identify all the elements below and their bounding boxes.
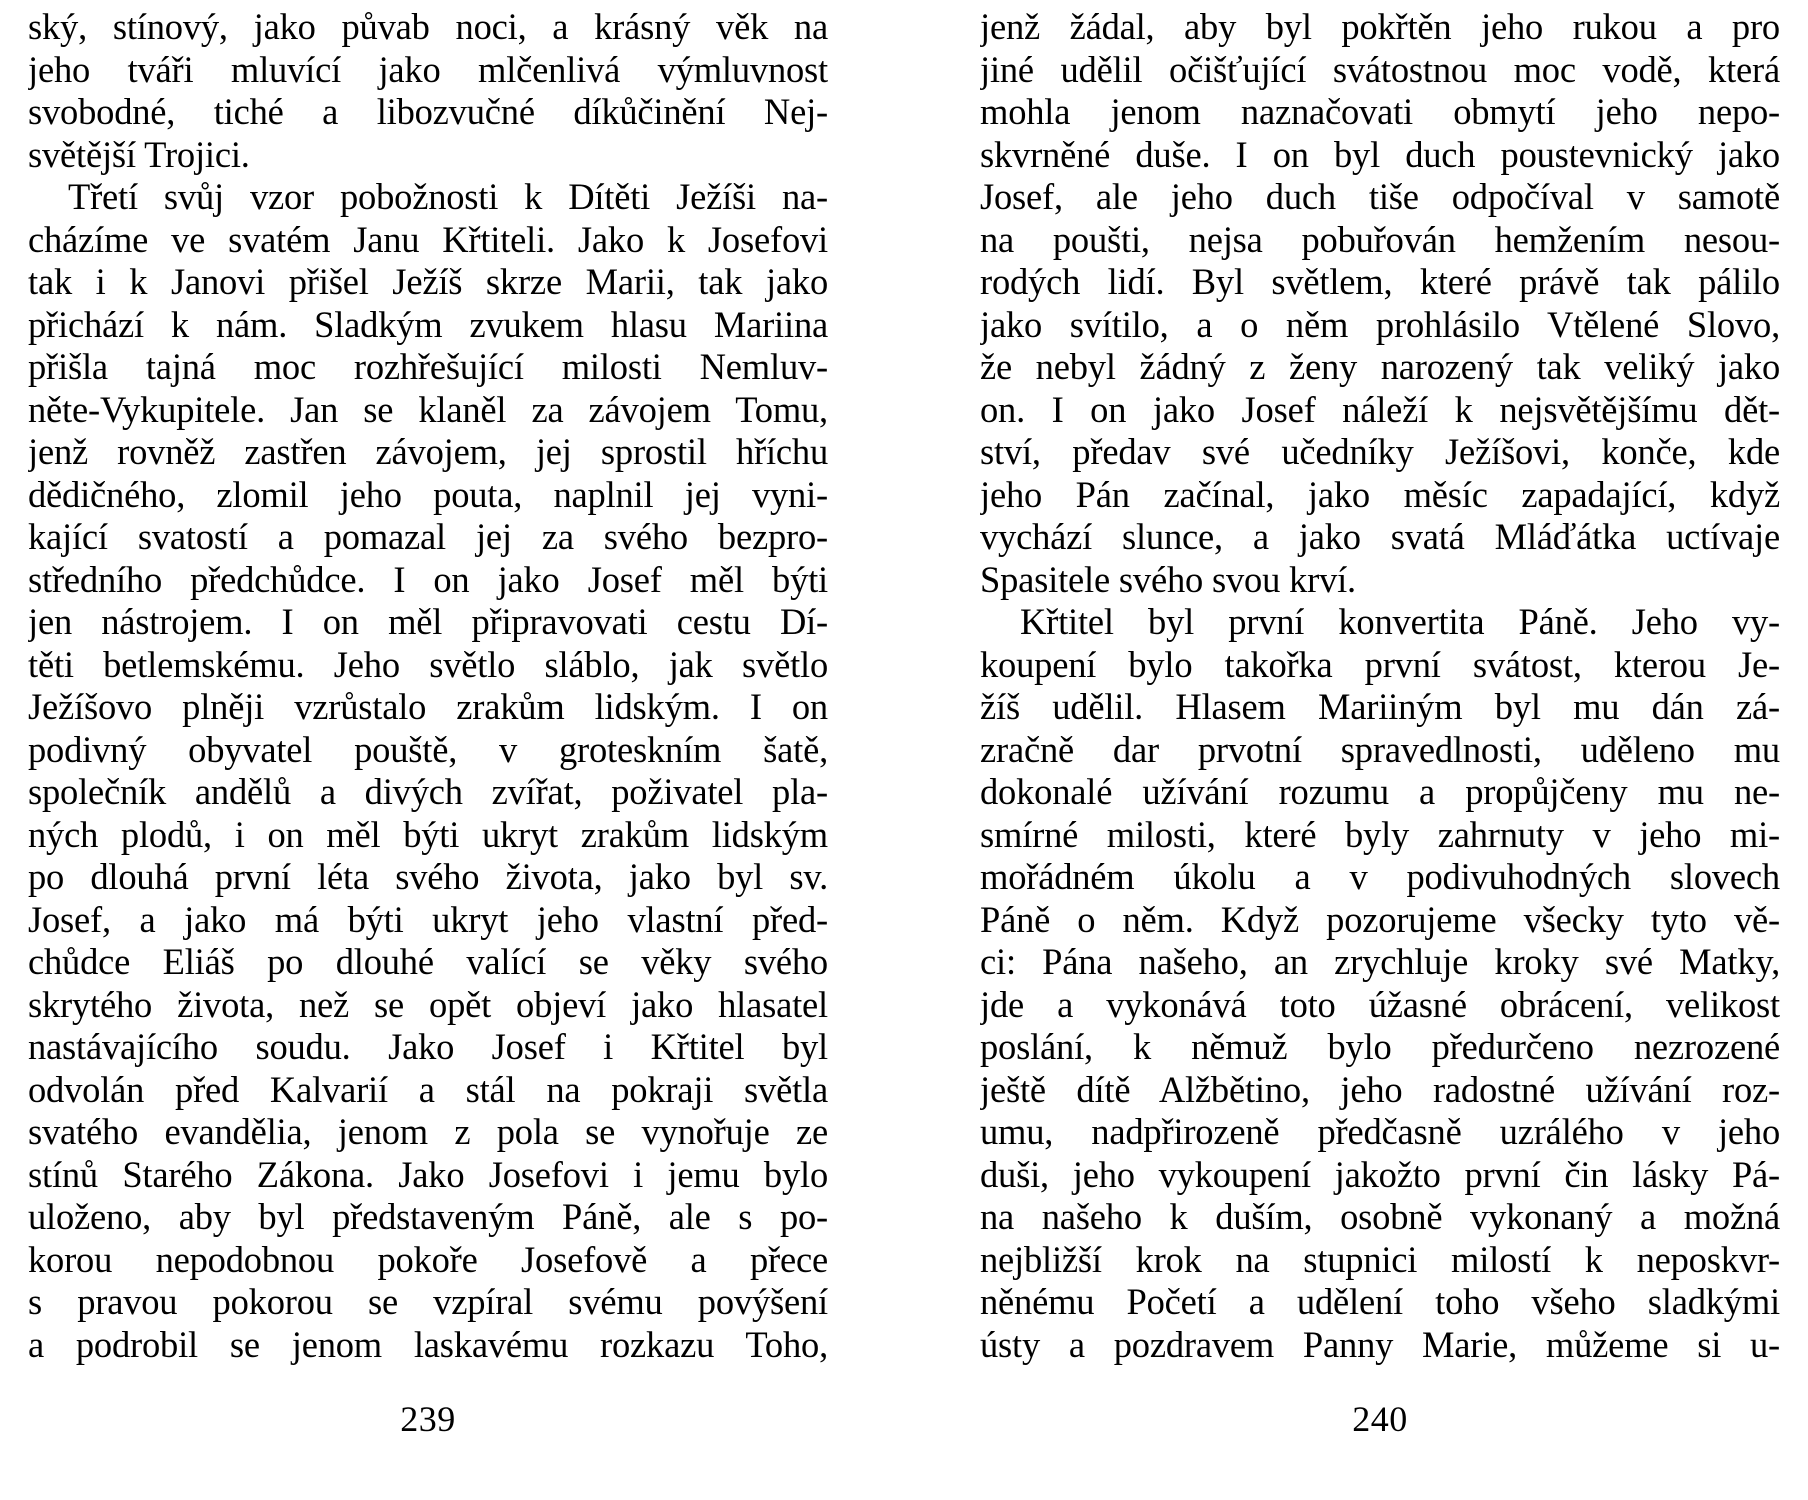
- text-line: stínů Starého Zákona. Jako Josefovi i jemu bylo: [28, 1153, 828, 1195]
- text-line: smírné milosti, které byly zahrnuty v jeho mi-: [980, 813, 1780, 855]
- text-line: skrytého života, než se opět objeví jako hlasatel: [28, 983, 828, 1025]
- text-line: středního předchůdce. I on jako Josef měl býti: [28, 558, 828, 600]
- text-line: na našeho k duším, osobně vykonaný a možná: [980, 1196, 1780, 1237]
- text-line: těti betlemskému. Jeho světlo sláblo, jak světlo: [28, 643, 828, 685]
- text-line: jenž žádal, aby byl pokřtěn jeho rukou a pro: [980, 6, 1780, 47]
- text-line: cházíme ve svatém Janu Křtiteli. Jako k Josefovi: [28, 218, 828, 260]
- text-line: něte-Vykupitele. Jan se klaněl za závojem Tomu,: [28, 388, 828, 430]
- text-line: uloženo, aby byl představeným Páně, ale s po-: [28, 1196, 828, 1237]
- left-page-text: [28, 6, 828, 1366]
- text-line: a podrobil se jenom laskavému rozkazu Toho,: [28, 1323, 828, 1365]
- text-line: kající svatostí a pomazal jej za svého bezpro-: [28, 516, 828, 557]
- text-line: dědičného, zlomil jeho pouta, naplnil jej vyni-: [28, 473, 828, 515]
- text-line: mořádném úkolu a v podivuhodných slovech: [980, 856, 1780, 897]
- text-line: Josef, ale jeho duch tiše odpočíval v samotě: [980, 176, 1780, 217]
- text-line: Josef, a jako má býti ukryt jeho vlastní před-: [28, 898, 828, 940]
- text-line: ský, stínový, jako půvab noci, a krásný věk na: [28, 6, 828, 47]
- text-line: jako svítilo, a o něm prohlásilo Vtělené Slovo,: [980, 303, 1780, 345]
- text-line: jen nástrojem. I on měl připravovati cestu Dí-: [28, 601, 828, 642]
- text-line: jeho tváři mluvící jako mlčenlivá výmluvnost: [28, 48, 828, 90]
- text-line: rodých lidí. Byl světlem, které právě tak pálilo: [980, 261, 1780, 302]
- text-line: dokonalé užívání rozumu a propůjčeny mu ne-: [980, 771, 1780, 812]
- left-page: [28, 6, 828, 1486]
- text-line: ještě dítě Alžbětino, jeho radostné užívání roz-: [980, 1068, 1780, 1110]
- text-line: odvolán před Kalvarií a stál na pokraji světla: [28, 1068, 828, 1110]
- text-line: s pravou pokorou se vzpíral svému povýšení: [28, 1281, 828, 1322]
- text-line: nejbližší krok na stupnici milostí k neposkvr-: [980, 1238, 1780, 1280]
- text-line: chůdce Eliáš po dlouhé valící se věky svého: [28, 941, 828, 982]
- text-line: ci: Pána našeho, an zrychluje kroky své Matky,: [980, 941, 1780, 982]
- text-line: něnému Početí a udělení toho všeho sladkými: [980, 1281, 1780, 1322]
- text-line: přichází k nám. Sladkým zvukem hlasu Mariina: [28, 303, 828, 345]
- text-line: vychází slunce, a jako svatá Mláďátka uctívaje: [980, 516, 1780, 557]
- text-line: ství, předav své učedníky Ježíšovi, konče, kde: [980, 431, 1780, 472]
- text-line: podivný obyvatel pouště, v groteskním šatě,: [28, 728, 828, 770]
- right-page: [980, 6, 1780, 1486]
- right-page-number: 240: [1352, 1399, 1408, 1439]
- text-line: Třetí svůj vzor pobožnosti k Dítěti Ježíši na-: [68, 176, 828, 217]
- text-line: žíš udělil. Hlasem Mariiným byl mu dán zá-: [980, 686, 1780, 727]
- text-line: svobodné, tiché a libozvučné díkůčinění Nej-: [28, 91, 828, 132]
- text-line: Spasitele svého svou krví.: [980, 558, 1356, 600]
- text-line: jenž rovněž zastřen závojem, jej sprostil hříchu: [28, 431, 828, 472]
- text-line: skvrněné duše. I on byl duch poustevnický jako: [980, 133, 1780, 175]
- text-line: koupení bylo takořka první svátost, kterou Je-: [980, 643, 1780, 685]
- text-line: ných plodů, i on měl býti ukryt zrakům lidským: [28, 813, 828, 855]
- text-line: svatého evandělia, jenom z pola se vynořuje ze: [28, 1111, 828, 1152]
- text-line: on. I on jako Josef náleží k nejsvětějšímu dět-: [980, 388, 1780, 430]
- text-line: mohla jenom naznačovati obmytí jeho nepo-: [980, 91, 1780, 132]
- text-line: poslání, k němuž bylo předurčeno nezrozené: [980, 1026, 1780, 1067]
- text-line: nastávajícího soudu. Jako Josef i Křtitel byl: [28, 1026, 828, 1067]
- text-line: že nebyl žádný z ženy narozený tak veliký jako: [980, 346, 1780, 387]
- text-line: po dlouhá první léta svého života, jako byl sv.: [28, 856, 828, 897]
- text-line: ústy a pozdravem Panny Marie, můžeme si u-: [980, 1323, 1780, 1365]
- text-line: jeho Pán začínal, jako měsíc zapadající, když: [980, 473, 1780, 515]
- text-line: umu, nadpřirozeně předčasně uzrálého v jeho: [980, 1111, 1780, 1152]
- right-page-text: [980, 6, 1780, 1366]
- text-line: Páně o něm. Když pozorujeme všecky tyto vě-: [980, 898, 1780, 940]
- text-line: světější Trojici.: [28, 133, 250, 175]
- left-page-number: 239: [400, 1399, 456, 1439]
- text-line: Ježíšovo plněji vzrůstalo zrakům lidským. I on: [28, 686, 828, 727]
- text-line: přišla tajná moc rozhřešující milosti Nemluv-: [28, 346, 828, 387]
- text-line: Křtitel byl první konvertita Páně. Jeho vy-: [1020, 601, 1780, 642]
- text-line: zračně dar prvotní spravedlnosti, uděleno mu: [980, 728, 1780, 770]
- text-line: duši, jeho vykoupení jakožto první čin lásky Pá-: [980, 1153, 1780, 1195]
- text-line: korou nepodobnou pokoře Josefově a přece: [28, 1238, 828, 1280]
- text-line: jiné udělil očišťující svátostnou moc vodě, která: [980, 48, 1780, 90]
- text-line: jde a vykonává toto úžasné obrácení, velikost: [980, 983, 1780, 1025]
- text-line: na poušti, nejsa pobuřován hemžením nesou-: [980, 218, 1780, 260]
- text-line: tak i k Janovi přišel Ježíš skrze Marii, tak jako: [28, 261, 828, 302]
- text-line: společník andělů a divých zvířat, poživatel pla-: [28, 771, 828, 812]
